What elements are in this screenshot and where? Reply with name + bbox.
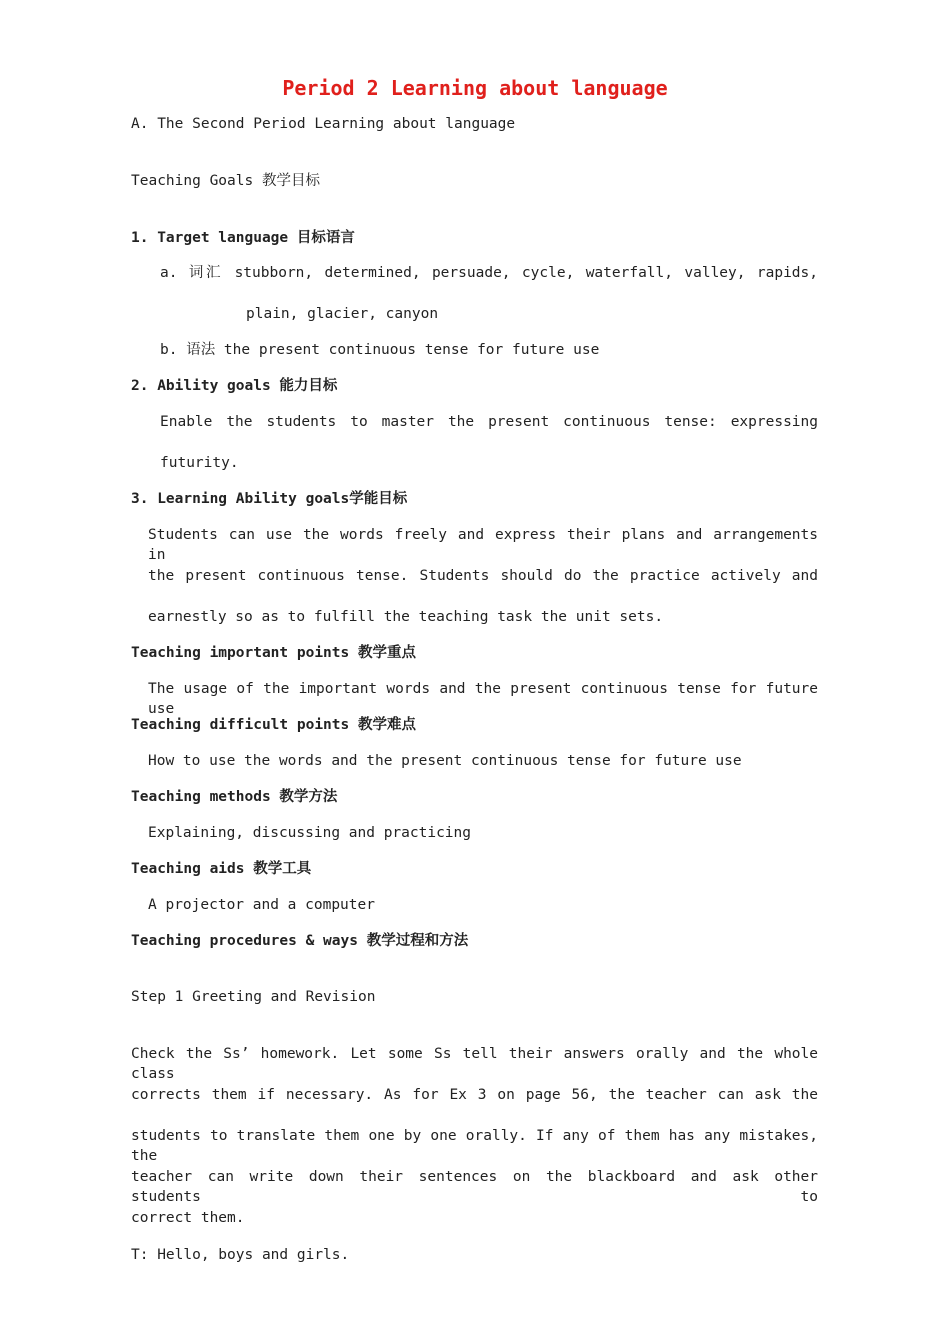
grammar-line: b. 语法 the present continuous tense for future use xyxy=(160,342,600,358)
procedures-heading: Teaching procedures & ways 教学过程和方法 xyxy=(131,933,469,949)
learning-ability-line-2: the present continuous tense. Students should do the practice actively and xyxy=(148,568,818,584)
step1-line-2: corrects them if necessary. As for Ex 3 on page 56, the teacher can ask the xyxy=(131,1087,818,1103)
methods-text: Explaining, discussing and practicing xyxy=(148,825,472,841)
aids-heading: Teaching aids 教学工具 xyxy=(131,861,312,877)
vocabulary-line-2: plain, glacier, canyon xyxy=(246,306,439,322)
target-language-heading: 1. Target language 目标语言 xyxy=(131,230,355,246)
ability-goals-line-2: futurity. xyxy=(160,455,239,471)
ability-goals-line-1: Enable the students to master the present continuous tense: expressing xyxy=(160,414,818,430)
aids-text: A projector and a computer xyxy=(148,897,375,913)
learning-ability-line-3: earnestly so as to fulfill the teaching task the unit sets. xyxy=(148,609,664,625)
ability-goals-heading: 2. Ability goals 能力目标 xyxy=(131,378,338,394)
step1-line-3: students to translate them one by one orally. If any of them has any mistakes, the xyxy=(131,1128,818,1164)
step1-line-5: correct them. xyxy=(131,1210,245,1226)
page-title: Period 2 Learning about language xyxy=(282,76,668,100)
methods-heading: Teaching methods 教学方法 xyxy=(131,789,338,805)
section-a-line: A. The Second Period Learning about language xyxy=(131,116,516,132)
vocabulary-line-1: a. 词汇 stubborn, determined, persuade, cycle, waterfall, valley, rapids, xyxy=(160,265,818,281)
dialogue-line-1: T: Hello, boys and girls. xyxy=(131,1247,350,1263)
learning-ability-line-1: Students can use the words freely and express their plans and arrangements in xyxy=(148,527,818,563)
important-points-heading: Teaching important points 教学重点 xyxy=(131,645,416,661)
difficult-points-text: How to use the words and the present continuous tense for future use xyxy=(148,753,742,769)
difficult-points-heading: Teaching difficult points 教学难点 xyxy=(131,717,416,733)
teaching-goals-heading: Teaching Goals 教学目标 xyxy=(131,173,320,189)
step1-line-1: Check the Ss’ homework. Let some Ss tell their answers orally and the whole class xyxy=(131,1046,818,1082)
step1-heading: Step 1 Greeting and Revision xyxy=(131,989,376,1005)
important-points-text: The usage of the important words and the present continuous tense for future use xyxy=(148,681,818,717)
step1-line-4: teacher can write down their sentences on the blackboard and ask other students to xyxy=(131,1169,818,1205)
learning-ability-heading: 3. Learning Ability goals学能目标 xyxy=(131,491,408,507)
